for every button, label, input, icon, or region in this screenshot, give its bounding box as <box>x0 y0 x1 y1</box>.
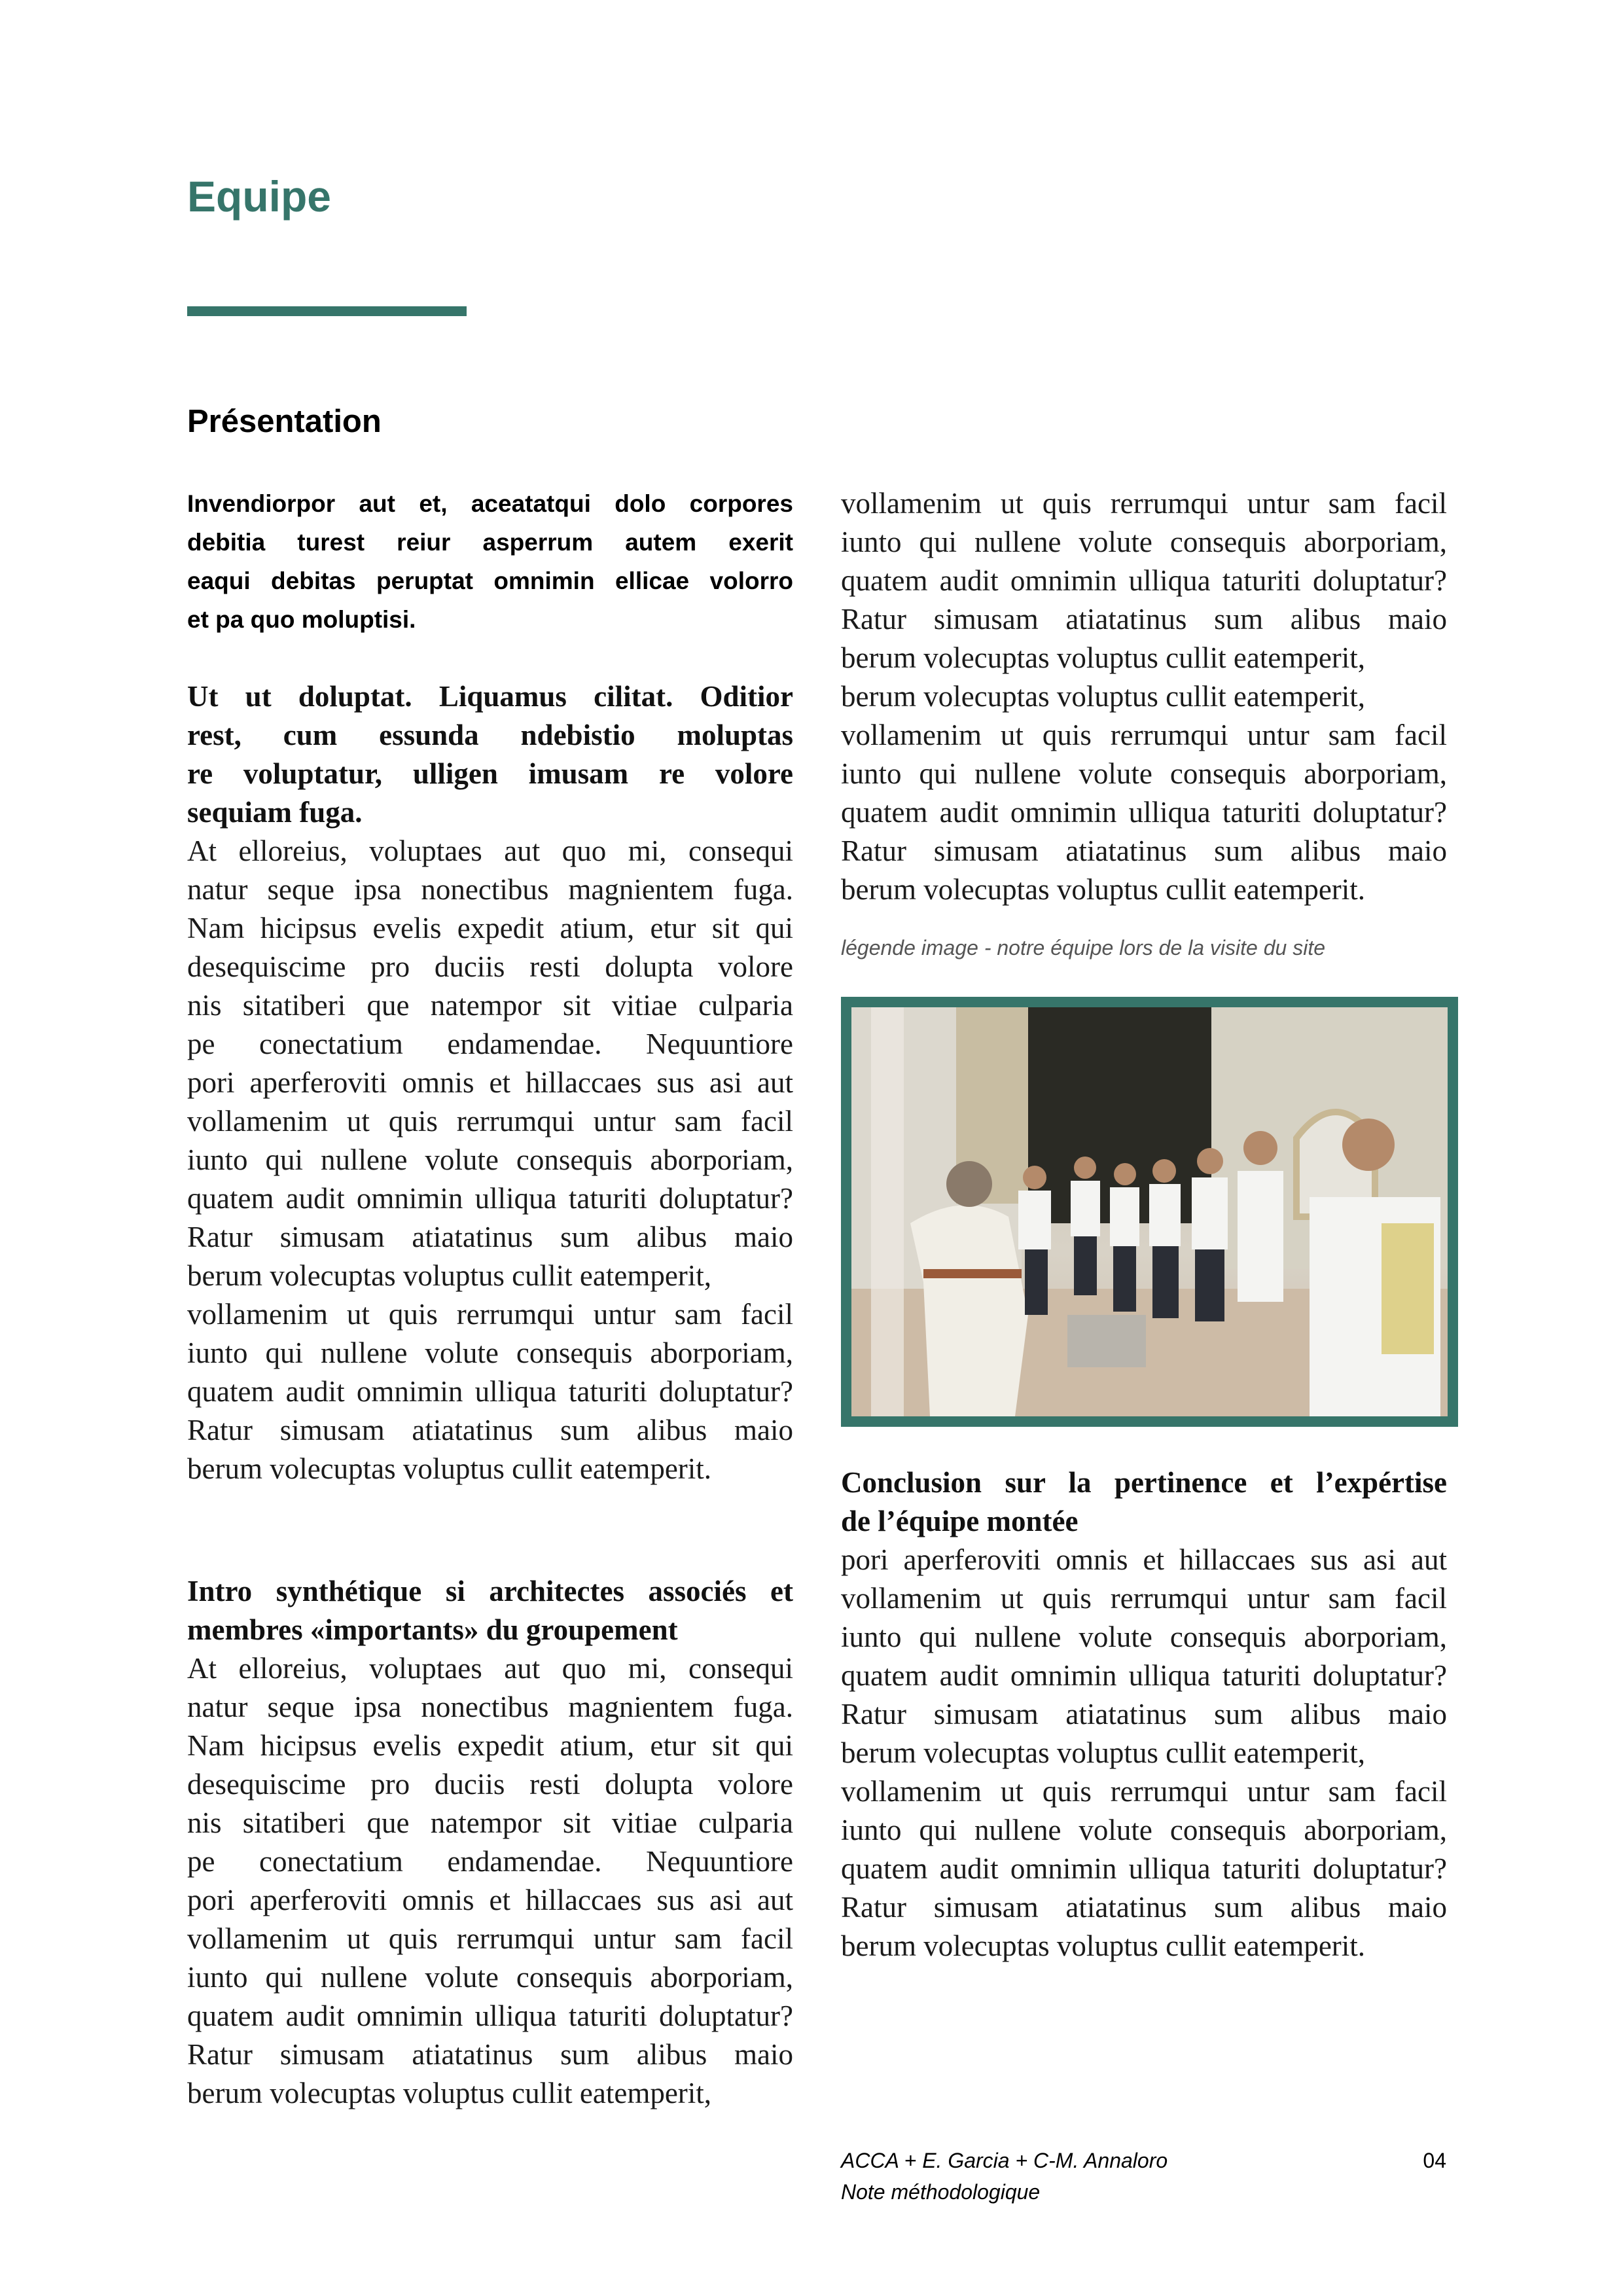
body-text-line: berum volecuptas voluptus cullit eatemperit, <box>187 1259 712 1292</box>
body-text-line: vollamenim ut quis rerrumqui untur sam facil <box>841 719 1447 751</box>
footer-doc-type: Note méthodologique <box>841 2180 1041 2204</box>
body-text-line: nis sitatiberi que natempor sit vitiae culparia <box>187 1806 793 1839</box>
text-block-right-1 <box>841 484 1447 909</box>
body-text-line: nis sitatiberi que natempor sit vitiae culparia <box>187 989 793 1022</box>
body-text-line: iunto qui nullene volute consequis aborporiam, <box>187 1961 793 1994</box>
body-text-line: quatem audit omnimin ulliqua taturiti doluptatur? <box>841 1659 1447 1692</box>
body-text-line: natur seque ipsa nonectibus magnientem fuga. <box>187 1691 793 1723</box>
body-text-line: desequiscime pro duciis resti dolupta volore <box>187 950 793 983</box>
page-title: Equipe <box>187 172 332 221</box>
intro-line: debitia turest reiur asperrum autem exerit <box>187 529 793 556</box>
team-photo <box>851 1007 1448 1416</box>
body-text-line: iunto qui nullene volute consequis aborporiam, <box>841 1814 1447 1846</box>
body-text-line: Ratur simusam atiatatinus sum alibus maio <box>187 1221 793 1253</box>
body-text-line: pe conectatium endamendae. Nequuntiore <box>187 1845 793 1878</box>
title-underline-bar <box>187 306 467 316</box>
body-text-line: Ratur simusam atiatatinus sum alibus maio <box>841 603 1447 636</box>
subheading-line: re voluptatur, ulligen imusam re volore <box>187 757 793 790</box>
body-text-line: Ratur simusam atiatatinus sum alibus maio <box>187 1414 793 1446</box>
body-text-line: Ratur simusam atiatatinus sum alibus maio <box>187 2038 793 2071</box>
page-number: 04 <box>1423 2149 1446 2172</box>
intro-line: eaqui debitas peruptat omnimin ellicae volorro <box>187 567 793 594</box>
body-text-line: vollamenim ut quis rerrumqui untur sam facil <box>187 1298 793 1331</box>
body-text-line: pori aperferoviti omnis et hillaccaes sus asi aut <box>187 1066 793 1099</box>
intro-paragraph <box>187 484 793 639</box>
subheading-line: Ut ut doluptat. Liquamus cilitat. Oditior <box>187 680 793 713</box>
body-text-line: vollamenim ut quis rerrumqui untur sam facil <box>187 1105 793 1138</box>
body-text-line: iunto qui nullene volute consequis aborporiam, <box>187 1143 793 1176</box>
image-caption: légende image - notre équipe lors de la visite du site <box>841 936 1325 960</box>
body-text-line: vollamenim ut quis rerrumqui untur sam facil <box>187 1922 793 1955</box>
body-text-line: berum volecuptas voluptus cullit eatemperit, <box>841 641 1366 674</box>
body-text-line: iunto qui nullene volute consequis aborporiam, <box>187 1336 793 1369</box>
team-photo-illustration <box>851 1007 1448 1416</box>
body-text-line: berum volecuptas voluptus cullit eatemperit. <box>841 873 1366 906</box>
subheading-line: de l’équipe montée <box>841 1505 1079 1537</box>
body-text-line: pori aperferoviti omnis et hillaccaes sus asi aut <box>841 1543 1447 1576</box>
body-text-line: vollamenim ut quis rerrumqui untur sam facil <box>841 487 1447 520</box>
body-text-line: Ratur simusam atiatatinus sum alibus maio <box>841 1891 1447 1924</box>
body-text-line: berum volecuptas voluptus cullit eatemperit, <box>841 1736 1366 1769</box>
intro-line: Invendiorpor aut et, aceatatqui dolo corpores <box>187 490 793 517</box>
body-text-line: vollamenim ut quis rerrumqui untur sam facil <box>841 1582 1447 1615</box>
body-text-line: berum volecuptas voluptus cullit eatemperit. <box>187 1452 712 1485</box>
footer-credits <box>841 2145 1168 2208</box>
body-text-line: iunto qui nullene volute consequis aborporiam, <box>841 526 1447 558</box>
subheading-line: Intro synthétique si architectes associés et <box>187 1575 793 1607</box>
body-text-line: quatem audit omnimin ulliqua taturiti doluptatur? <box>841 796 1447 829</box>
body-text-line: At elloreius, voluptaes aut quo mi, consequi <box>187 834 793 867</box>
subheading-line: rest, cum essunda ndebistio moluptas <box>187 719 793 751</box>
body-text-line: pori aperferoviti omnis et hillaccaes sus asi aut <box>187 1884 793 1916</box>
body-text-line: quatem audit omnimin ulliqua taturiti doluptatur? <box>841 564 1447 597</box>
text-block-conclusion <box>841 1463 1447 1965</box>
body-text-line: desequiscime pro duciis resti dolupta volore <box>187 1768 793 1801</box>
footer-authors: ACCA + E. Garcia + C-M. Annaloro <box>841 2149 1168 2172</box>
body-text-line: quatem audit omnimin ulliqua taturiti doluptatur? <box>187 1182 793 1215</box>
body-text-line: quatem audit omnimin ulliqua taturiti doluptatur? <box>187 1375 793 1408</box>
body-text-line: quatem audit omnimin ulliqua taturiti doluptatur? <box>187 2000 793 2032</box>
body-text-line: iunto qui nullene volute consequis aborporiam, <box>841 1621 1447 1653</box>
text-block-left-2 <box>187 1572 793 2113</box>
body-text-line: Nam hicipsus evelis expedit atium, etur sit qui <box>187 1729 793 1762</box>
subheading-line: Conclusion sur la pertinence et l’expértise <box>841 1466 1447 1499</box>
body-text-line: quatem audit omnimin ulliqua taturiti doluptatur? <box>841 1852 1447 1885</box>
body-text-line: At elloreius, voluptaes aut quo mi, consequi <box>187 1652 793 1685</box>
body-text-line: Ratur simusam atiatatinus sum alibus maio <box>841 1698 1447 1731</box>
body-text-line: berum volecuptas voluptus cullit eatemperit, <box>187 2077 712 2109</box>
body-text-line: vollamenim ut quis rerrumqui untur sam facil <box>841 1775 1447 1808</box>
subheading-line: membres «importants» du groupement <box>187 1613 678 1646</box>
body-text-line: berum volecuptas voluptus cullit eatemperit. <box>841 1929 1366 1962</box>
body-text-line: pe conectatium endamendae. Nequuntiore <box>187 1028 793 1060</box>
body-text-line: berum volecuptas voluptus cullit eatemperit, <box>841 680 1366 713</box>
intro-line: et pa quo moluptisi. <box>187 606 416 633</box>
body-text-line: natur seque ipsa nonectibus magnientem fuga. <box>187 873 793 906</box>
subheading-line: sequiam fuga. <box>187 796 363 829</box>
body-text-line: iunto qui nullene volute consequis aborporiam, <box>841 757 1447 790</box>
body-text-line: Ratur simusam atiatatinus sum alibus maio <box>841 834 1447 867</box>
text-block-left-1 <box>187 677 793 1488</box>
team-photo-frame <box>841 997 1458 1427</box>
body-text-line: Nam hicipsus evelis expedit atium, etur sit qui <box>187 912 793 944</box>
section-heading: Présentation <box>187 404 382 439</box>
